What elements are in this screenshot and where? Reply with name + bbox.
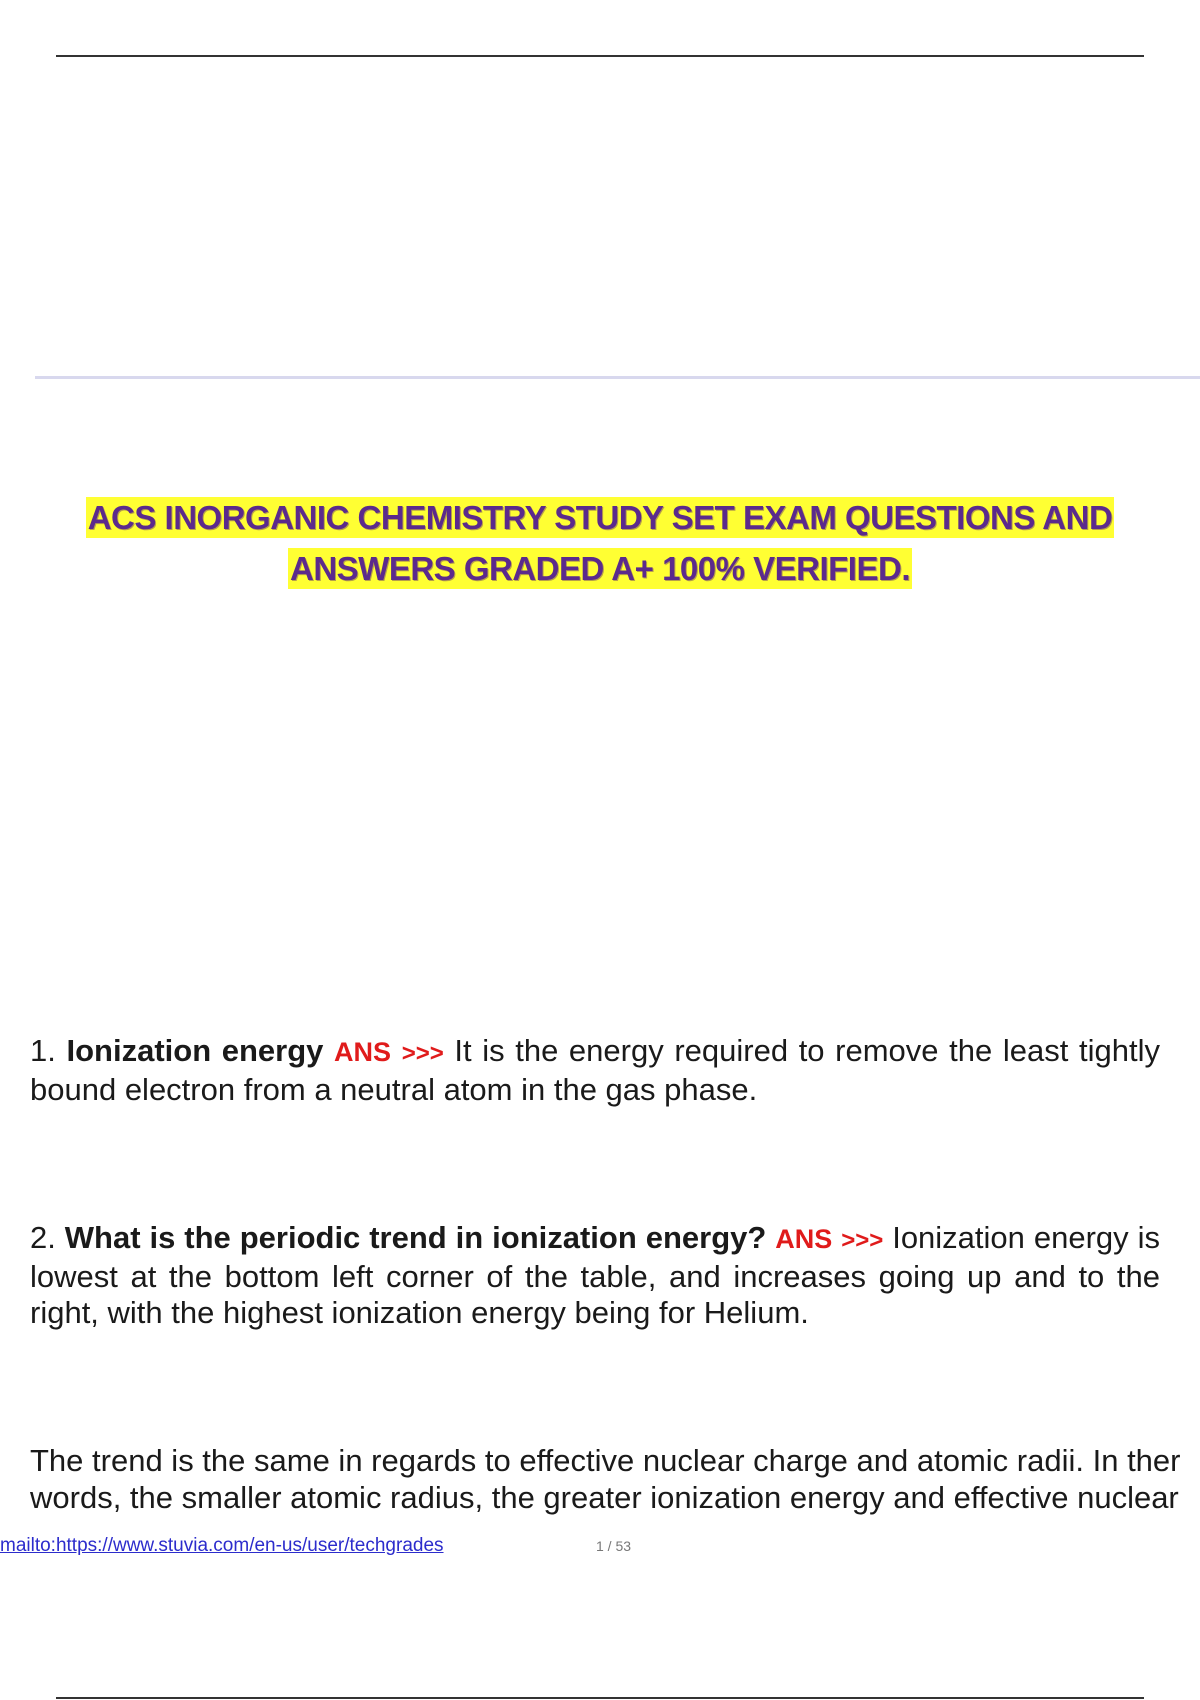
paragraph-line-1: The trend is the same in regards to effective nuclear charge and atomic radii. In ther	[30, 1443, 1181, 1478]
question-text: Ionization energy	[66, 1033, 324, 1068]
question-text: What is the periodic trend in ionization energy?	[64, 1220, 767, 1255]
document-title	[60, 492, 1140, 594]
answer-arrow: >>>	[401, 1040, 444, 1067]
answer-label: ANS	[775, 1224, 833, 1254]
title-line-2: ANSWERS GRADED A+ 100% VERIFIED.	[290, 550, 910, 587]
bottom-rule	[56, 1697, 1144, 1699]
question-number: 1.	[30, 1033, 56, 1068]
answer-text: Ionization energy is lowest at the bottom left corner of the table, and increases going up and to the right, with the highest ionization energy being for Helium.	[30, 1220, 1160, 1330]
divider	[35, 376, 1200, 379]
paragraph-line-2: words, the smaller atomic radius, the greater ionization energy and effective nuclear	[30, 1480, 1179, 1515]
footer-link[interactable]: mailto:https://www.stuvia.com/en-us/user/techgrades	[0, 1535, 444, 1556]
title-line-1: ACS INORGANIC CHEMISTRY STUDY SET EXAM QUESTIONS AND	[87, 499, 1113, 536]
answer-text: It is the energy required to remove the least tightly bound electron from a neutral atom in the gas phase.	[30, 1033, 1160, 1107]
question-item	[30, 1220, 1160, 1331]
question-item	[30, 1033, 1160, 1108]
question-number: 2.	[30, 1220, 56, 1255]
top-rule	[56, 55, 1144, 57]
answer-arrow: >>>	[841, 1227, 884, 1254]
paragraph	[30, 1442, 1200, 1516]
answer-label: ANS	[334, 1037, 392, 1067]
page-number: 1 / 53	[596, 1538, 632, 1554]
